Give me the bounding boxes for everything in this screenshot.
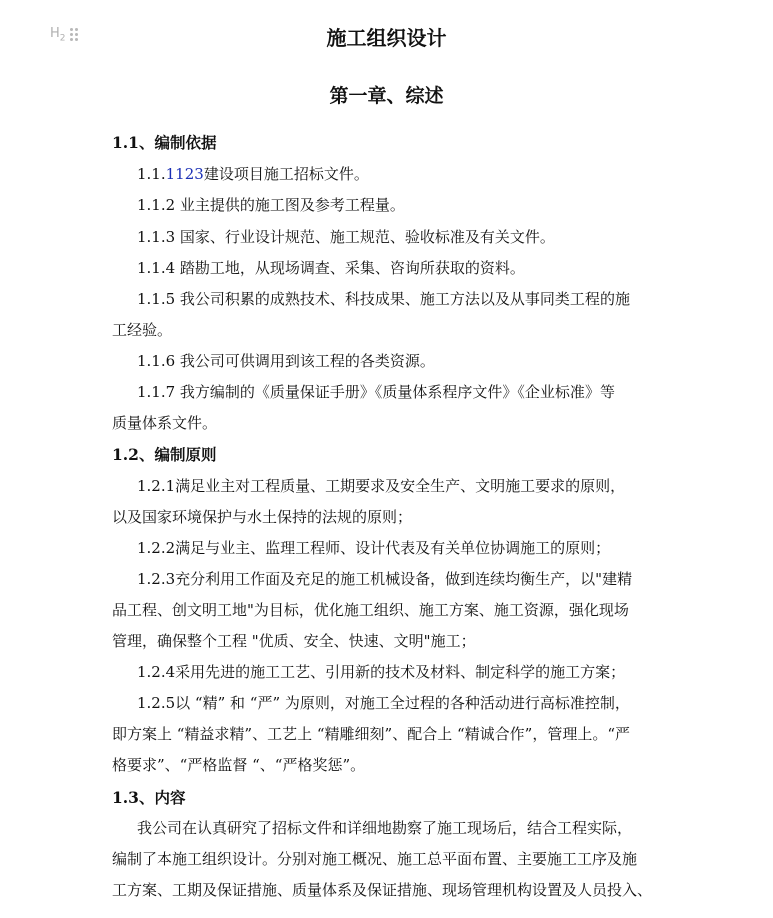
paragraph-1-1-5-cont: 工经验。 xyxy=(112,321,173,339)
paragraph-1-1-5: 1.1.5 我公司积累的成熟技术、科技成果、施工方法以及从事同类工程的施 xyxy=(137,290,630,308)
paragraph-1-2-3: 1.2.3充分利用工作面及充足的施工机械设备，做到连续均衡生产，以"建精 xyxy=(137,570,633,588)
heading-level-label: $H_2$ xyxy=(50,26,66,44)
document-title: 施工组织设计 xyxy=(326,26,447,50)
paragraph-1-1-7: 1.1.7 我方编制的《质量保证手册》《质量体系程序文件》《企业标准》等 xyxy=(137,383,615,401)
paragraph-1-2-3-cont-1: 品工程、创文明工地"为目标，优化施工组织、施工方案、施工资源，强化现场 xyxy=(112,601,629,619)
paragraph-1-2-5-cont-1: 即方案上 “精益求精”、工艺上 “精雕细刻”、配合上 “精诚合作”，管理上。“严 xyxy=(112,725,630,743)
item-number: 1.1. xyxy=(137,165,166,183)
paragraph-1-2-3-cont-2: 管理，确保整个工程 "优质、安全、快速、文明"施工； xyxy=(112,632,476,650)
section-heading-1-1: 1.1、编制依据 xyxy=(112,133,217,152)
paragraph-1-2-2: 1.2.2满足与业主、监理工程师、设计代表及有关单位协调施工的原则； xyxy=(137,539,611,557)
paragraph-1-1-6: 1.1.6 我公司可供调用到该工程的各类资源。 xyxy=(137,352,435,370)
item-text: 建设项目施工招标文件。 xyxy=(203,165,369,183)
paragraph-1-3: 我公司在认真研究了招标文件和详细地勘察了施工现场后，结合工程实际， xyxy=(137,819,633,837)
section-heading-1-2: 1.2、编制原则 xyxy=(112,445,217,464)
paragraph-1-2-4: 1.2.4采用先进的施工工艺、引用新的技术及材料、制定科学的施工方案； xyxy=(137,663,626,681)
paragraph-1-2-1-cont: 以及国家环境保护与水土保持的法规的原则； xyxy=(112,508,413,526)
paragraph-1-1-2: 1.1.2 业主提供的施工图及参考工程量。 xyxy=(137,196,405,214)
paragraph-1-1-7-cont: 质量体系文件。 xyxy=(112,414,218,432)
paragraph-1-1-4: 1.1.4 踏勘工地，从现场调查、采集、咨询所获取的资料。 xyxy=(137,259,525,277)
paragraph-1-3-cont-2: 工方案、工期及保证措施、质量体系及保证措施、现场管理机构设置及人员投入、 xyxy=(112,881,653,899)
item-number-highlight: 1123 xyxy=(165,165,204,183)
paragraph-1-3-cont-1: 编制了本施工组织设计。分别对施工概况、施工总平面布置、主要施工工序及施 xyxy=(112,850,638,868)
section-heading-1-3: 1.3、内容 xyxy=(112,788,186,807)
paragraph-1-2-5-cont-2: 格要求”、“严格监督 “、“严格奖惩”。 xyxy=(112,756,366,774)
paragraph-1-2-5: 1.2.5以 “精” 和 “严” 为原则，对施工全过程的各种活动进行高标准控制， xyxy=(137,694,630,712)
paragraph-1-1-1 xyxy=(137,163,369,184)
paragraph-1-2-1: 1.2.1满足业主对工程质量、工期要求及安全生产、文明施工要求的原则， xyxy=(137,477,626,495)
chapter-heading: 第一章、综述 xyxy=(329,85,444,107)
paragraph-1-1-3: 1.1.3 国家、行业设计规范、施工规范、验收标准及有关文件。 xyxy=(137,228,555,246)
